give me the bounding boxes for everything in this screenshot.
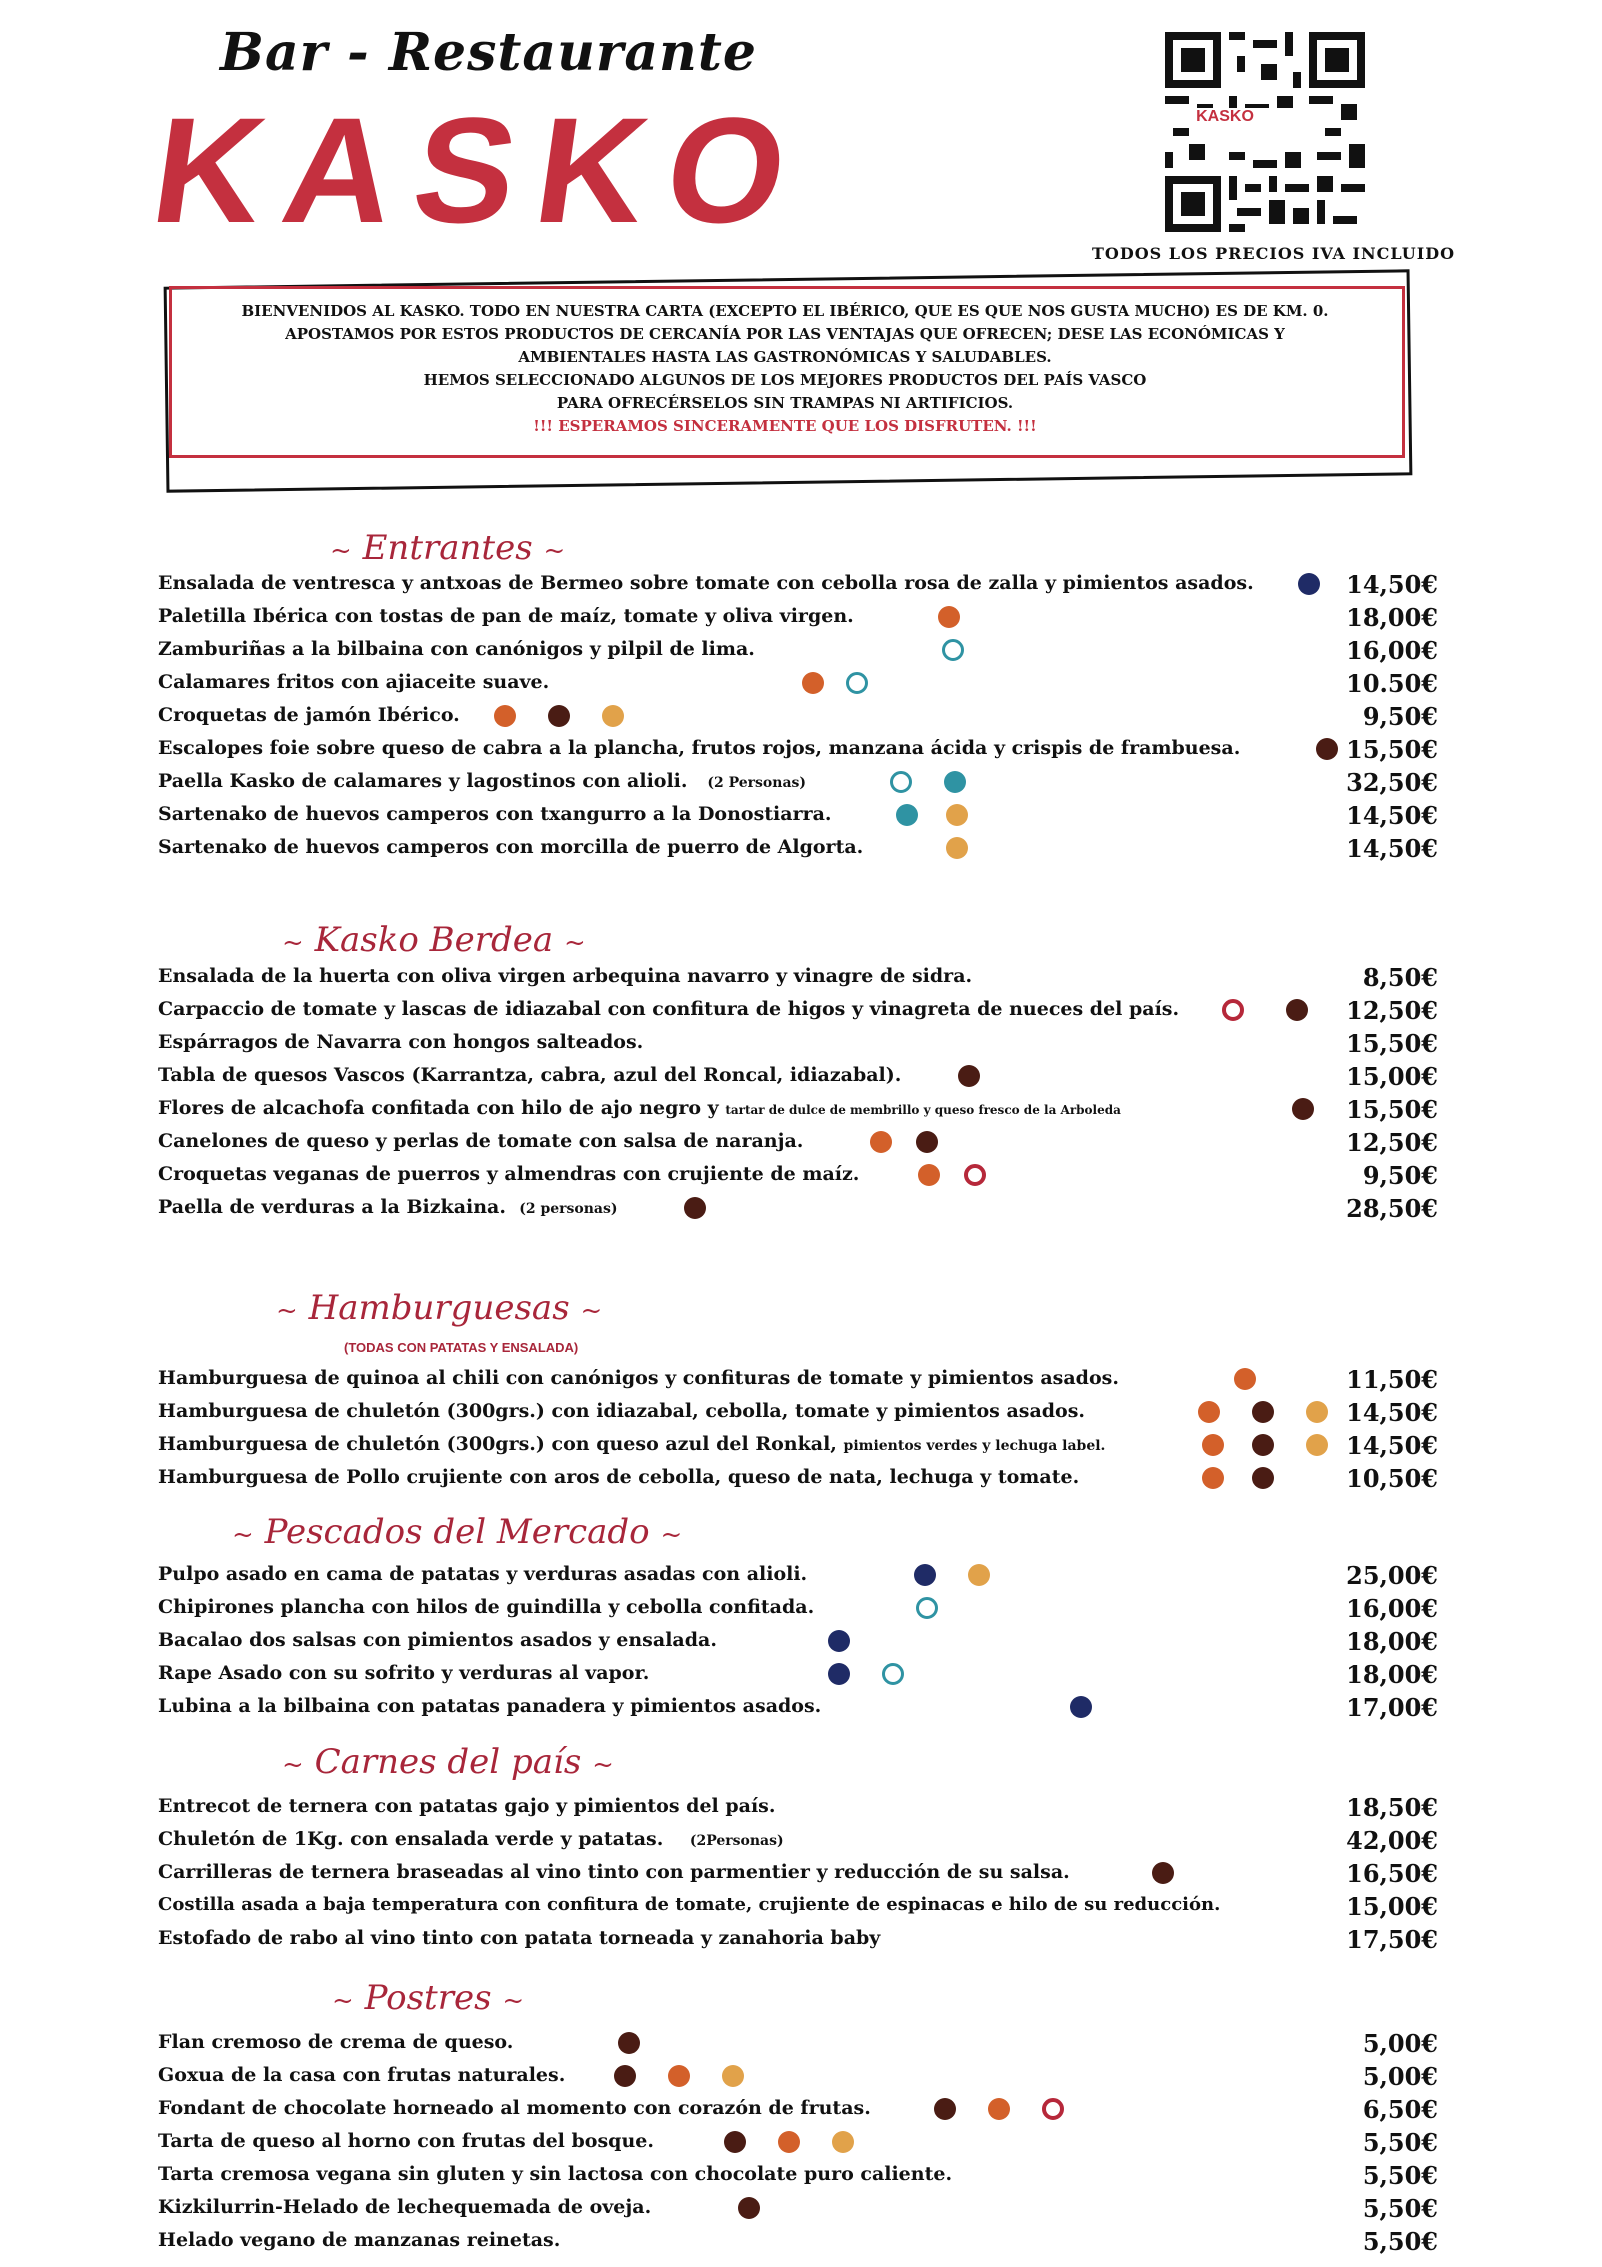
allergen-milk-icon [614,2065,636,2087]
allergen-nuts-icon [964,1164,986,1186]
allergen-crustacean-icon [944,771,966,793]
menu-item: Espárragos de Navarra con hongos salteados. 15,50€ [158,1029,1438,1058]
allergen-mollusc-icon [846,672,868,694]
menu-item: Chuletón de 1Kg. con ensalada verde y patatas. (2Personas) 42,00€ [158,1826,1438,1855]
allergen-gluten-icon [870,1131,892,1153]
allergen-mollusc-icon [942,639,964,661]
menu-item: Sartenako de huevos camperos con txangurro a la Donostiarra. 14,50€ [158,801,1438,830]
menu-item: Hamburguesa de chuletón (300grs.) con idiazabal, cebolla, tomate y pimientos asados. 14,50€ [158,1398,1438,1427]
menu-item: Costilla asada a baja temperatura con confitura de tomate, crujiente de espinacas e hilo de su reducción. 15,00€ [158,1892,1438,1921]
allergen-milk-icon [684,1197,706,1219]
welcome-line: APOSTAMOS POR ESTOS PRODUCTOS DE CERCANÍA POR LAS VENTAJAS QUE OFRECEN; DESE LAS ECONÓMICAS Y [285,325,1285,343]
allergen-milk-icon [1252,1401,1274,1423]
allergen-gluten-icon [938,606,960,628]
allergen-gluten-icon [778,2131,800,2153]
allergen-mollusc-icon [890,771,912,793]
menu-item: Paella de verduras a la Bizkaina. (2 personas) 28,50€ [158,1194,1438,1223]
menu-item: Bacalao dos salsas con pimientos asados y ensalada. 18,00€ [158,1627,1438,1656]
menu-item: Entrecot de ternera con patatas gajo y pimientos del país. 18,50€ [158,1793,1438,1822]
section-title-pescados: ~ Pescados del Mercado ~ [232,1512,683,1552]
menu-item: Helado vegano de manzanas reinetas. 5,50€ [158,2227,1438,2256]
section-subtitle: (TODAS CON PATATAS Y ENSALADA) [344,1340,579,1355]
menu-item: Rape Asado con su sofrito y verduras al vapor. 18,00€ [158,1660,1438,1689]
menu-item: Tarta de queso al horno con frutas del bosque. 5,50€ [158,2128,1438,2157]
allergen-egg-icon [946,837,968,859]
allergen-crustacean-icon [896,804,918,826]
menu-item: Tarta cremosa vegana sin gluten y sin lactosa con chocolate puro caliente. 5,50€ [158,2161,1438,2190]
welcome-box [165,278,1415,478]
allergen-fish-icon [914,1564,936,1586]
allergen-gluten-icon [988,2098,1010,2120]
menu-item: Canelones de queso y perlas de tomate con salsa de naranja. 12,50€ [158,1128,1438,1157]
restaurant-subtitle: Bar - Restaurante [220,22,757,83]
menu-item: Paella Kasko de calamares y lagostinos con alioli. (2 Personas) 32,50€ [158,768,1438,797]
menu-item: Carpaccio de tomate y lascas de idiazabal con confitura de higos y vinagreta de nueces del país. 12,50€ [158,996,1438,1025]
menu-item: Chipirones plancha con hilos de guindilla y cebolla confitada. 16,00€ [158,1594,1438,1623]
allergen-mustard-icon [1306,1434,1328,1456]
allergen-gluten-icon [1202,1467,1224,1489]
menu-item: Kizkilurrin-Helado de lechequemada de oveja. 5,50€ [158,2194,1438,2223]
section-title-carnes: ~ Carnes del país ~ [282,1742,614,1782]
allergen-gluten-icon [668,2065,690,2087]
allergen-gluten-icon [1202,1434,1224,1456]
allergen-milk-icon [1316,738,1338,760]
allergen-nuts-icon [1042,2098,1064,2120]
menu-item: Flores de alcachofa confitada con hilo de ajo negro y tartar de dulce de membrillo y queso fresco de la Arboleda 15,50€ [158,1095,1438,1124]
menu-item: Fondant de chocolate horneado al momento con corazón de frutas. 6,50€ [158,2095,1438,2124]
menu-item: Flan cremoso de crema de queso. 5,00€ [158,2029,1438,2058]
restaurant-logo: KASKO [143,86,819,254]
allergen-egg-icon [722,2065,744,2087]
allergen-mollusc-icon [882,1663,904,1685]
menu-item: Carrilleras de ternera braseadas al vino tinto con parmentier y reducción de su salsa. 16,50€ [158,1859,1438,1888]
allergen-egg-icon [946,804,968,826]
allergen-gluten-icon [1234,1368,1256,1390]
qr-logo-label: KASKO [1125,108,1325,126]
menu-item: Escalopes foie sobre queso de cabra a la plancha, frutos rojos, manzana ácida y crispis de frambuesa. 15,50€ [158,735,1438,764]
allergen-milk-icon [916,1131,938,1153]
allergen-milk-icon [1286,999,1308,1021]
tax-note: TODOS LOS PRECIOS IVA INCLUIDO [1092,244,1456,263]
allergen-egg-icon [832,2131,854,2153]
allergen-milk-icon [1292,1098,1314,1120]
allergen-milk-icon [1152,1862,1174,1884]
welcome-line: HEMOS SELECCIONADO ALGUNOS DE LOS MEJORES PRODUCTOS DEL PAÍS VASCO [423,371,1147,389]
menu-item: Croquetas de jamón Ibérico. 9,50€ [158,702,1438,731]
allergen-mollusc-icon [916,1597,938,1619]
menu-item: Estofado de rabo al vino tinto con patata torneada y zanahoria baby 17,50€ [158,1925,1438,1954]
allergen-gluten-icon [494,705,516,727]
menu-item: Calamares fritos con ajiaceite suave. 10.50€ [158,669,1438,698]
menu-item: Paletilla Ibérica con tostas de pan de maíz, tomate y oliva virgen. 18,00€ [158,603,1438,632]
allergen-egg-icon [602,705,624,727]
allergen-fish-icon [828,1630,850,1652]
welcome-line: AMBIENTALES HASTA LAS GASTRONÓMICAS Y SALUDABLES. [518,348,1052,366]
menu-item: Croquetas veganas de puerros y almendras con crujiente de maíz. 9,50€ [158,1161,1438,1190]
allergen-egg-icon [968,1564,990,1586]
section-title-postres: ~ Postres ~ [332,1978,525,2018]
menu-item: Zamburiñas a la bilbaina con canónigos y pilpil de lima. 16,00€ [158,636,1438,665]
welcome-closing: !!! ESPERAMOS SINCERAMENTE QUE LOS DISFRUTEN. !!! [533,417,1037,435]
allergen-milk-icon [1252,1434,1274,1456]
welcome-text [195,300,1375,438]
menu-item: Pulpo asado en cama de patatas y verduras asadas con alioli. 25,00€ [158,1561,1438,1590]
allergen-milk-icon [934,2098,956,2120]
allergen-milk-icon [958,1065,980,1087]
section-title-hamburguesas: ~ Hamburguesas ~ [276,1288,603,1328]
section-title-entrantes: ~ Entrantes ~ [330,528,566,568]
welcome-line: PARA OFRECÉRSELOS SIN TRAMPAS NI ARTIFICIOS. [556,394,1014,412]
allergen-nuts-icon [1222,999,1244,1021]
allergen-milk-icon [738,2197,760,2219]
menu-item: Hamburguesa de Pollo crujiente con aros de cebolla, queso de nata, lechuga y tomate. 10,50€ [158,1464,1438,1493]
allergen-milk-icon [618,2032,640,2054]
allergen-milk-icon [548,705,570,727]
menu-item: Goxua de la casa con frutas naturales. 5,00€ [158,2062,1438,2091]
allergen-mustard-icon [1306,1401,1328,1423]
menu-item: Lubina a la bilbaina con patatas panadera y pimientos asados. 17,00€ [158,1693,1438,1722]
allergen-milk-icon [1252,1467,1274,1489]
allergen-fish-icon [828,1663,850,1685]
allergen-gluten-icon [802,672,824,694]
menu-item: Ensalada de la huerta con oliva virgen arbequina navarro y vinagre de sidra. 8,50€ [158,963,1438,992]
allergen-fish-icon [1070,1696,1092,1718]
menu-item: Hamburguesa de chuletón (300grs.) con queso azul del Ronkal, pimientos verdes y lechuga label. 14,50€ [158,1431,1438,1460]
qr-code-icon[interactable] [1165,32,1365,232]
allergen-gluten-icon [1198,1401,1220,1423]
welcome-line: BIENVENIDOS AL KASKO. TODO EN NUESTRA CARTA (EXCEPTO EL IBÉRICO, QUE ES QUE NOS GUSTA MUCHO) ES DE KM. 0. [241,302,1329,320]
section-title-berdea: ~ Kasko Berdea ~ [282,920,586,960]
menu-item: Hamburguesa de quinoa al chili con canónigos y confituras de tomate y pimientos asados. 11,50€ [158,1365,1438,1394]
menu-item: Tabla de quesos Vascos (Karrantza, cabra, azul del Roncal, idiazabal). 15,00€ [158,1062,1438,1091]
allergen-milk-icon [724,2131,746,2153]
allergen-gluten-icon [918,1164,940,1186]
menu-item: Ensalada de ventresca y antxoas de Bermeo sobre tomate con cebolla rosa de zalla y pimientos asados. 14,50€ [158,570,1438,599]
allergen-fish-icon [1298,573,1320,595]
menu-item: Sartenako de huevos camperos con morcilla de puerro de Algorta. 14,50€ [158,834,1438,863]
